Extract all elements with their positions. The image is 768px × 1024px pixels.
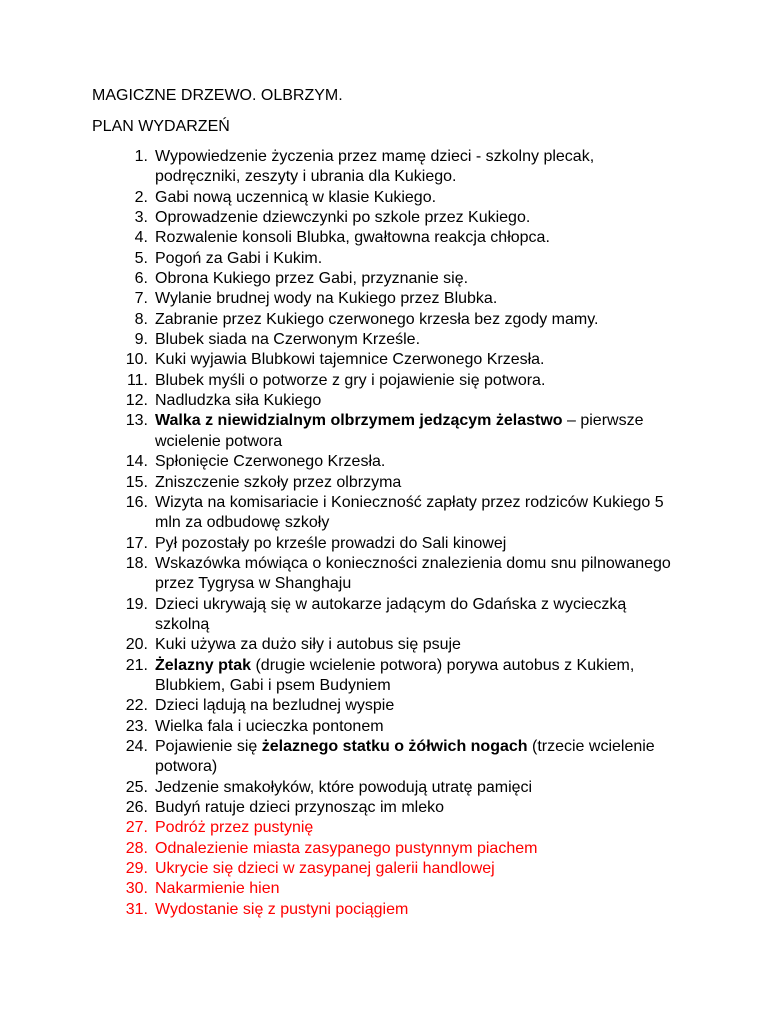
list-item (0, 595, 768, 636)
list-item-number: 11. (126, 371, 148, 389)
bold-text: Żelazny ptak (155, 656, 252, 674)
list-item-text (155, 493, 675, 534)
list-item-number: 5. (134, 249, 148, 267)
list-item-text (155, 188, 675, 208)
list-item-number: 10. (125, 351, 148, 369)
bold-text: Walka z niewidzialnym olbrzymem jedzącym żelastwo (155, 412, 563, 430)
text-run: Spłonięcie Czerwonego Krzesła. (155, 453, 386, 471)
list-item-number: 8. (134, 310, 148, 328)
list-item (0, 411, 768, 452)
list-item-number: 7. (134, 290, 148, 308)
list-item-number: 26. (125, 799, 148, 816)
list-item-text (155, 879, 675, 899)
text-run: Odnalezienie miasta zasypanego pustynnym piachem (155, 839, 538, 857)
list-item (0, 289, 768, 309)
text-run: (drugie wcielenie potwora) porywa autobus z Kukiem, Blubkiem, Gabi i psem Budyniem (155, 656, 635, 694)
text-run: Wielka fala i ucieczka pontonem (155, 717, 384, 735)
list-item (0, 473, 768, 493)
list-item (0, 391, 768, 411)
list-item-text (155, 371, 675, 391)
text-run: Gabi nową uczennicą w klasie Kukiego. (155, 188, 437, 206)
text-run: Jedzenie smakołyków, które powodują utratę pamięci (155, 778, 533, 796)
list-item (0, 269, 768, 289)
list-item-text (155, 350, 675, 370)
text-run: Kuki wyjawia Blubkowi tajemnice Czerwonego Krzesła. (155, 351, 545, 369)
list-item-text (155, 534, 675, 554)
text-run: Kuki używa za dużo siły i autobus się psuje (155, 636, 461, 654)
list-item-number: 14. (125, 453, 148, 471)
list-item-number: 9. (134, 331, 148, 349)
list-item (0, 228, 768, 248)
list-item-number: 13. (125, 412, 148, 430)
list-item-number: 2. (134, 188, 148, 206)
text-run: Obrona Kukiego przez Gabi, przyznanie się. (155, 270, 469, 288)
list-item (0, 330, 768, 350)
list-item-text (155, 635, 675, 655)
list-item-text (155, 717, 675, 737)
text-run: Nadludzka siła Kukiego (155, 392, 322, 410)
list-item (0, 737, 768, 778)
text-run: Wskazówka mówiąca o konieczności znalezienia domu snu pilnowanego przez Tygrysa w Shanghaju (155, 554, 671, 593)
text-run: Rozwalenie konsoli Blubka, gwałtowna reakcja chłopca. (155, 229, 550, 247)
text-run: Blubek myśli o potworze z gry i pojawienie się potwora. (155, 371, 546, 389)
text-run: Ukrycie się dzieci w zasypanej galerii handlowej (155, 860, 495, 878)
list-item-text (155, 391, 675, 411)
list-item-text (155, 228, 675, 248)
text-run: Wizyta na komisariacie i Konieczność zapłaty przez rodziców Kukiego 5 mln za odbudowę szkoły (155, 493, 664, 532)
list-item (0, 859, 768, 879)
list-item-number: 18. (125, 554, 148, 572)
list-item (0, 696, 768, 716)
list-item (0, 534, 768, 554)
list-item-text (155, 554, 675, 595)
list-item (0, 493, 768, 534)
document-title: MAGICZNE DRZEWO. OLBRZYM. (92, 87, 343, 104)
text-run: Budyń ratuje dzieci przynosząc im mleko (155, 799, 445, 816)
list-item-text (155, 859, 675, 879)
list-item-text (155, 411, 675, 452)
text-run: – pierwsze wcielenie potwora (155, 412, 644, 450)
bold-text: żelaznego statku o żółwich nogach (261, 737, 528, 755)
text-run: Pył pozostały po krześle prowadzi do Sali kinowej (155, 534, 507, 552)
list-item (0, 208, 768, 228)
list-item-number: 24. (125, 737, 148, 755)
list-item (0, 798, 768, 818)
list-item-number: 17. (125, 534, 148, 552)
text-run: Blubek siada na Czerwonym Krześle. (155, 331, 421, 349)
list-item-text (155, 289, 675, 309)
text-run: Zabranie przez Kukiego czerwonego krzesła bez zgody mamy. (155, 310, 599, 328)
list-item-number: 23. (125, 717, 148, 735)
list-item-number: 19. (125, 595, 148, 613)
list-item-text (155, 595, 675, 636)
text-run: Wydostanie się z pustyni pociągiem (155, 900, 409, 918)
text-run: Zniszczenie szkoły przez olbrzyma (155, 473, 402, 491)
list-item (0, 818, 768, 838)
list-item-text (155, 737, 675, 778)
list-item-text (155, 473, 675, 493)
list-item-text (155, 656, 675, 697)
list-item-text (155, 900, 675, 920)
list-item (0, 249, 768, 269)
list-item (0, 900, 768, 920)
text-run: Oprowadzenie dziewczynki po szkole przez Kukiego. (155, 209, 531, 227)
list-item-text (155, 310, 675, 330)
list-item-text (155, 818, 675, 838)
list-item-text (155, 798, 675, 818)
list-item (0, 635, 768, 655)
text-run: (trzecie wcielenie potwora) (155, 737, 655, 776)
list-item-text (155, 839, 675, 859)
list-item-text (155, 208, 675, 228)
list-item-number: 16. (125, 493, 148, 511)
list-item (0, 371, 768, 391)
list-item-text (155, 452, 675, 472)
list-item-number: 31. (125, 900, 148, 918)
list-item-number: 12. (125, 392, 148, 410)
text-run: Pojawienie się (155, 737, 262, 755)
text-run: Wylanie brudnej wody na Kukiego przez Blubka. (155, 290, 498, 308)
list-item-number: 30. (125, 880, 148, 898)
list-item-number: 3. (134, 209, 148, 227)
list-item-number: 21. (125, 656, 148, 674)
list-item (0, 717, 768, 737)
list-item (0, 452, 768, 472)
list-item-number: 25. (125, 778, 148, 796)
list-item-text (155, 330, 675, 350)
event-plan-list (0, 147, 768, 920)
list-item (0, 656, 768, 697)
list-item (0, 188, 768, 208)
list-item (0, 839, 768, 859)
list-item-number: 1. (134, 148, 148, 165)
list-item (0, 310, 768, 330)
list-item (0, 554, 768, 595)
list-item-number: 15. (125, 473, 148, 491)
list-item-number: 20. (125, 636, 148, 654)
text-run: Nakarmienie hien (155, 880, 280, 898)
text-run: Wypowiedzenie życzenia przez mamę dzieci - szkolny plecak, podręczniki, zeszyty i ubrania dla Kukiego. (155, 148, 595, 186)
text-run: Podróż przez pustynię (155, 819, 314, 837)
list-item-number: 29. (125, 860, 148, 878)
list-item-number: 28. (125, 839, 148, 857)
list-item-text (155, 778, 675, 798)
list-item (0, 778, 768, 798)
text-run: Pogoń za Gabi i Kukim. (155, 249, 323, 267)
list-item-number: 4. (134, 229, 148, 247)
list-item-text (155, 269, 675, 289)
list-item-text (155, 249, 675, 269)
list-item-number: 22. (125, 697, 148, 715)
list-item-text (155, 696, 675, 716)
list-item-number: 27. (125, 819, 148, 837)
text-run: Dzieci lądują na bezludnej wyspie (155, 697, 395, 715)
text-run: Dzieci ukrywają się w autokarze jadącym do Gdańska z wycieczką szkolną (155, 595, 627, 633)
list-item-number: 6. (134, 270, 148, 288)
list-item (0, 147, 768, 188)
document-subtitle: PLAN WYDARZEŃ (92, 118, 230, 135)
list-item (0, 879, 768, 899)
list-item (0, 350, 768, 370)
list-item-text (155, 147, 675, 188)
